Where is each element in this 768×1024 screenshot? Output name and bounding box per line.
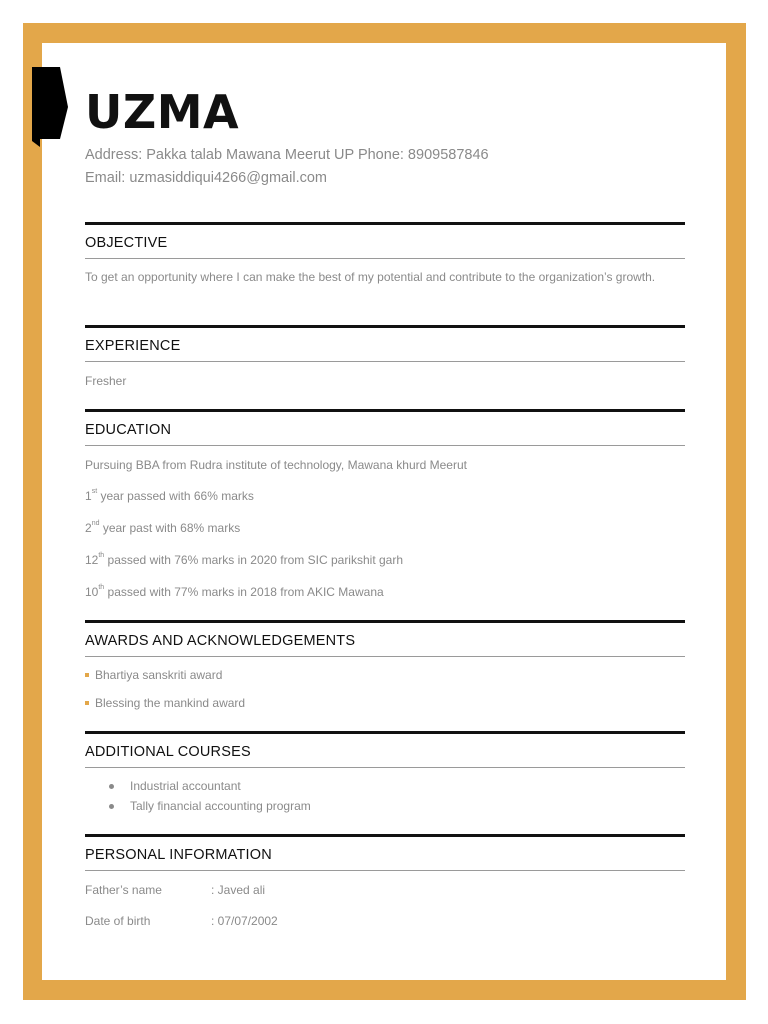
candidate-name: UZMA [85, 85, 240, 139]
section-title: AWARDS AND ACKNOWLEDGEMENTS [85, 633, 356, 649]
square-bullet-icon [85, 673, 89, 677]
education-line: Pursuing BBA from Rudra institute of technology, Mawana khurd Meerut [85, 458, 467, 472]
section-rule-thin [85, 656, 685, 657]
personal-section-header [85, 834, 685, 871]
award-item: Bhartiya sanskriti award [85, 668, 222, 682]
round-bullet-icon [109, 804, 114, 809]
section-title: PERSONAL INFORMATION [85, 847, 272, 863]
objective-text: To get an opportunity where I can make the best of my potential and contribute to the organization’s growth. [85, 270, 656, 284]
section-rule-thin [85, 361, 685, 362]
education-line: 12th passed with 76% marks in 2020 from SIC parikshit garh [85, 552, 404, 567]
section-rule-thin [85, 258, 685, 259]
section-rule-thin [85, 870, 685, 871]
section-rule-thin [85, 767, 685, 768]
contact-block [85, 144, 489, 190]
email-line: Email: uzmasiddiqui4266@gmail.com [85, 170, 327, 186]
award-item: Blessing the mankind award [85, 696, 245, 710]
courses-section-header [85, 731, 685, 768]
section-title: EXPERIENCE [85, 338, 181, 354]
dob-value: : 07/07/2002 [211, 914, 278, 928]
awards-section-header [85, 620, 685, 657]
section-title: EDUCATION [85, 422, 172, 438]
education-section-header [85, 409, 685, 446]
section-rule-thin [85, 445, 685, 446]
experience-text: Fresher [85, 374, 127, 388]
education-line: 2nd year past with 68% marks [85, 520, 241, 535]
fathers-name-label: Father’s name [85, 883, 162, 897]
section-title: OBJECTIVE [85, 235, 168, 251]
experience-section-header [85, 325, 685, 362]
course-item: Tally financial accounting program [85, 799, 311, 813]
address-phone-line: Address: Pakka talab Mawana Meerut UP Phone: 8909587846 [85, 147, 489, 163]
header-flag-shape [32, 67, 68, 147]
objective-section-header [85, 222, 685, 259]
section-title: ADDITIONAL COURSES [85, 744, 251, 760]
round-bullet-icon [109, 784, 114, 789]
education-line: 10th passed with 77% marks in 2018 from AKIC Mawana [85, 584, 384, 599]
course-item: Industrial accountant [85, 779, 241, 793]
square-bullet-icon [85, 701, 89, 705]
fathers-name-value: : Javed ali [211, 883, 266, 897]
dob-label: Date of birth [85, 914, 151, 928]
education-line: 1st year passed with 66% marks [85, 488, 254, 503]
